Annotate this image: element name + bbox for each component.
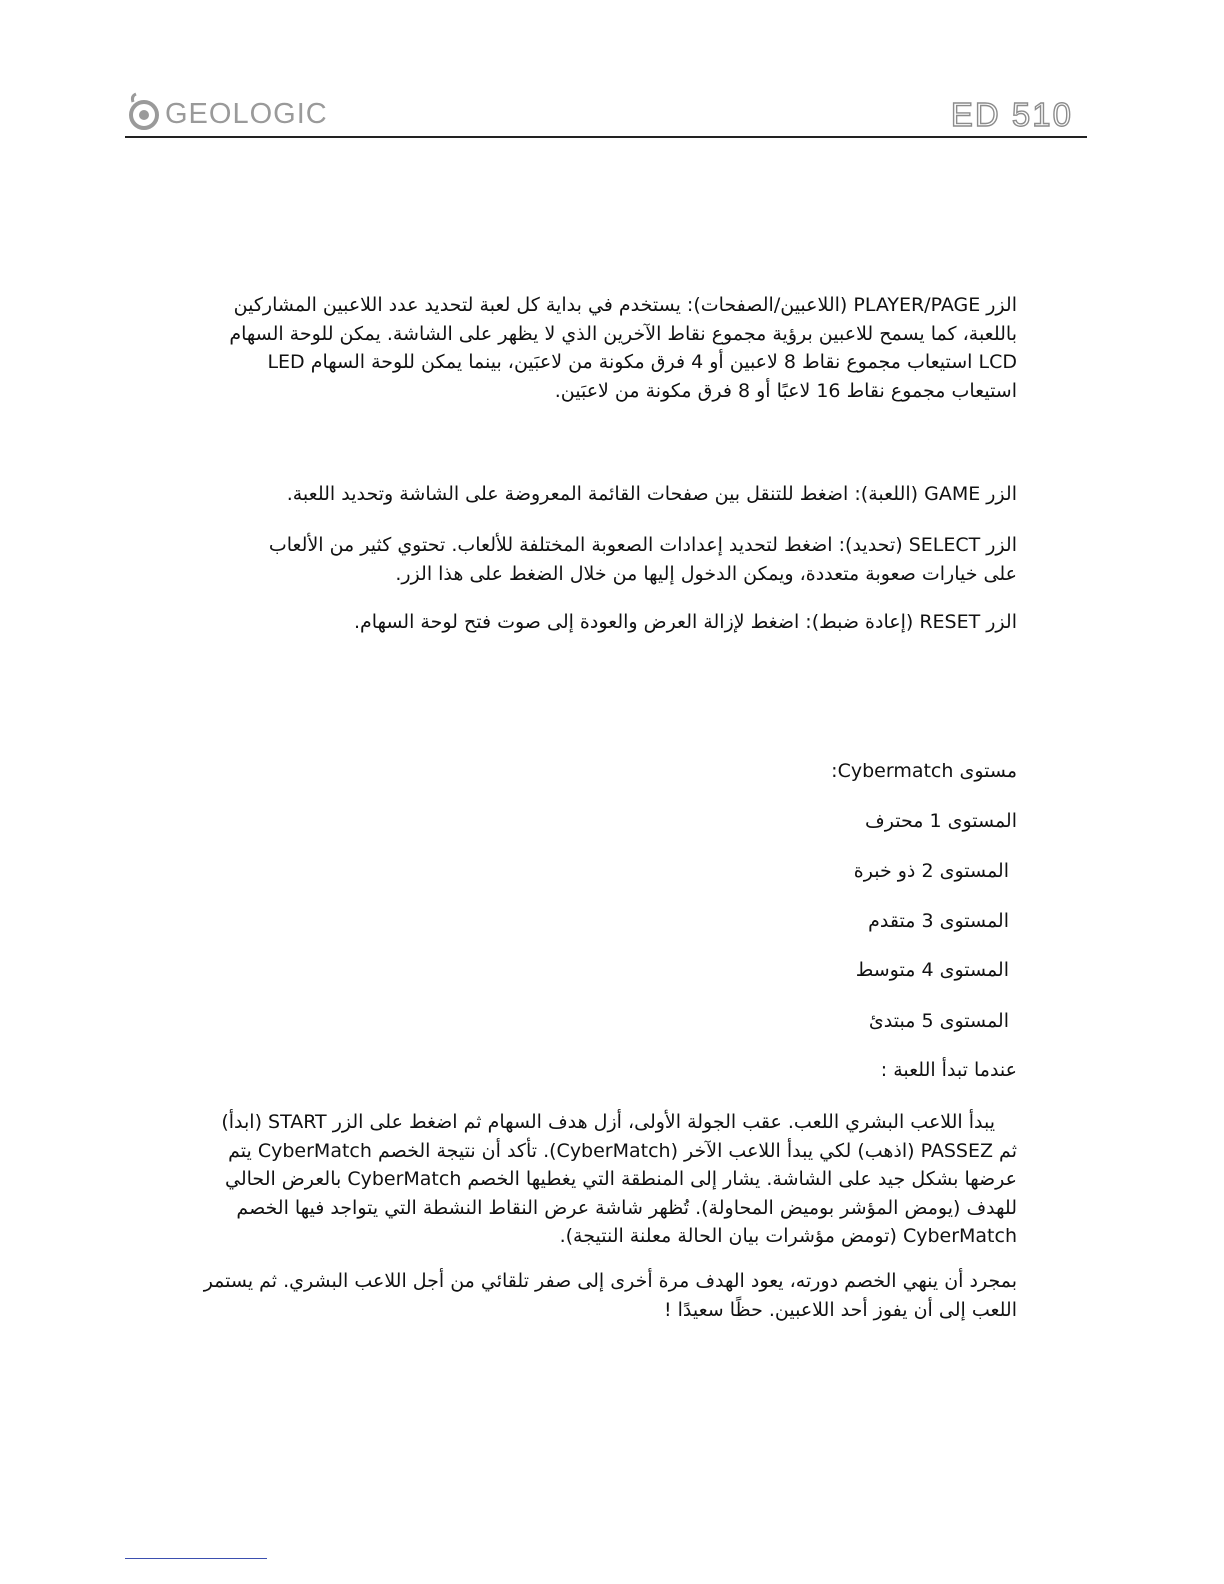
level-item: المستوى 4 متوسط (855, 959, 1009, 981)
select-paragraph: الزر SELECT (تحديد): اضغط لتحديد إعدادات الصعوبة المختلفة للألعاب. تحتوي كثير من الألعاب على خيارات صعوبة متعددة، ويمكن الدخول إليها من خلال الضغط على هذا الزر. (268, 534, 1017, 585)
game-paragraph: الزر GAME (اللعبة): اضغط للتنقل بين صفحات القائمة المعروضة على الشاشة وتحديد اللعبة. (286, 483, 1017, 505)
geologic-logo-icon (127, 92, 161, 132)
footnote-separator (125, 1558, 267, 1559)
player-page-paragraph: الزر PLAYER/PAGE (اللاعبين/الصفحات): يستخدم في بداية كل لعبة لتحديد عدد اللاعبين المشاركين باللعبة، كما يسمح للاعبين برؤية مجموع نقاط الآخرين الذي لا يظهر على الشاشة. يمكن للوحة السهام LCD استيعاب مجموع نقاط 8 لاعبين أو 4 فرق مكونة من لاعبَين، بينما يمكن للوحة السهام LED استيعاب مجموع نقاط 16 لاعبًا أو 8 فرق مكونة من لاعبَين. (229, 294, 1017, 402)
level-item: المستوى 1 محترف (865, 810, 1017, 832)
brand-name: GEOLOGIC (165, 97, 328, 130)
brand-logo (127, 92, 328, 132)
level-item: المستوى 5 مبتدئ (868, 1010, 1009, 1032)
header-divider (125, 136, 1087, 138)
reset-paragraph: الزر RESET (إعادة ضبط): اضغط لإزالة العرض والعودة إلى صوت فتح لوحة السهام. (354, 611, 1017, 633)
closing-paragraph: بمجرد أن ينهي الخصم دورته، يعود الهدف مرة أخرى إلى صفر تلقائي من أجل اللاعب البشري. ثم يستمر اللعب إلى أن يفوز أحد اللاعبين. حظًا سعيدًا ! (203, 1270, 1017, 1321)
level-item: المستوى 3 متقدم (868, 910, 1009, 932)
game-start-heading: عندما تبدأ اللعبة : (880, 1059, 1017, 1081)
cybermatch-heading: مستوى Cybermatch: (831, 760, 1017, 782)
level-item: المستوى 2 ذو خبرة (853, 860, 1009, 882)
page-header (125, 92, 1087, 138)
model-name: ED 510 (950, 96, 1073, 133)
game-start-paragraph: يبدأ اللاعب البشري اللعب. عقب الجولة الأولى، أزل هدف السهام ثم اضغط على الزر START (ابدأ) ثم PASSEZ (اذهب) لكي يبدأ اللاعب الآخر (CyberMatch). تأكد أن نتيجة الخصم CyberMatch يتم عرضها بشكل جيد على الشاشة. يشار إلى المنطقة التي يغطيها الخصم CyberMatch بالعرض الحالي للهدف (يومض المؤشر بوميض المحاولة). تُظهر شاشة عرض النقاط النشطة التي يتواجد فيها الخصم CyberMatch (تومض مؤشرات بيان الحالة معلنة النتيجة). (221, 1111, 1017, 1247)
